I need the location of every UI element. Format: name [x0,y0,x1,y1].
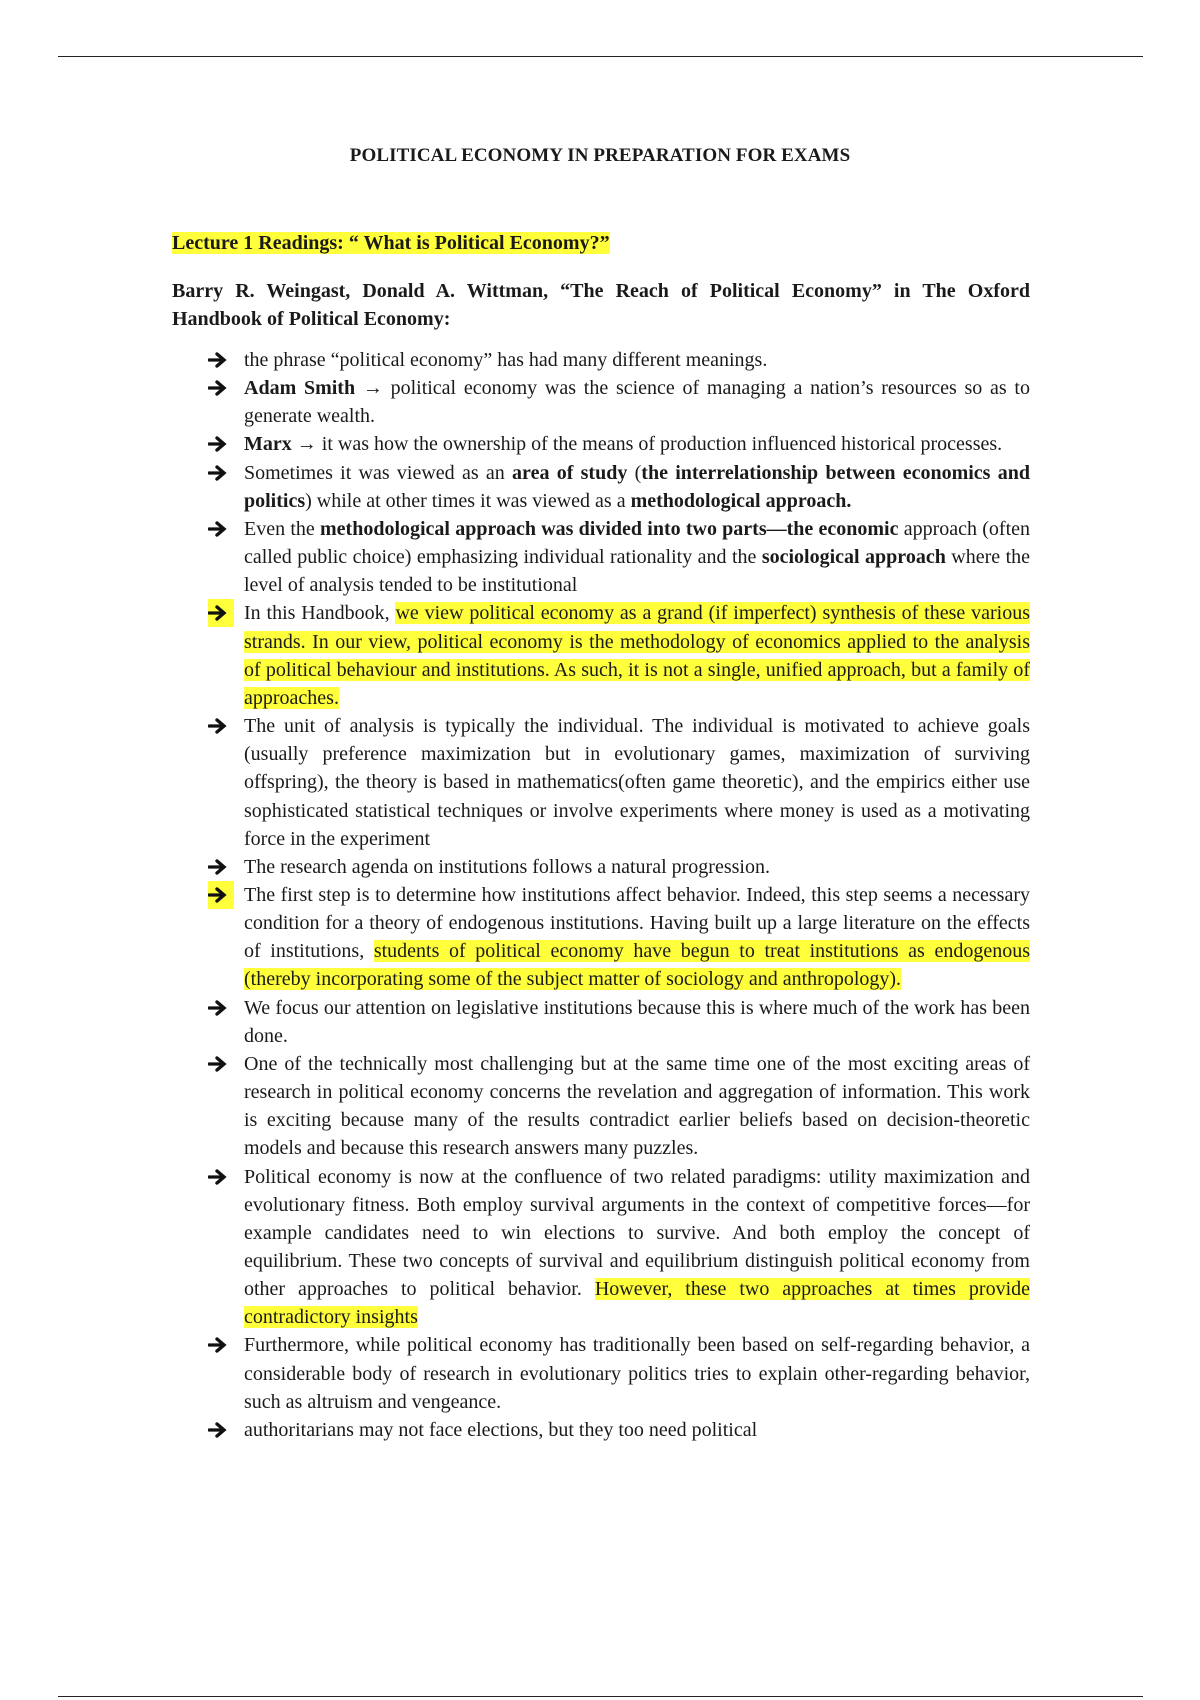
highlighted-text: we view political economy as a grand (if imperfect) synthesis of these various strands. In our view, political economy is the methodology of economics applied to the analysis of political behaviour and institutions. As such, it is not a single, unified approach, but a family of approaches. [244,602,1030,709]
notes-list [208,346,1030,1444]
list-item: Adam Smith → political economy was the science of managing a nation’s resources so as to generate wealth. [208,374,1030,430]
highlighted-text: However, these two approaches at times provide contradictory insights [244,1278,1031,1329]
list-item: One of the technically most challenging but at the same time one of the most exciting areas of research in political economy concerns the revelation and aggregation of information. This work is exciting because many of the results contradict earlier beliefs based on decision-theoretic models and because this research answers many puzzles. [208,1050,1030,1163]
bottom-rule [58,1696,1143,1697]
arrow-right-icon [208,515,234,543]
arrow-right-icon [208,881,234,909]
list-item: the phrase “political economy” has had many different meanings. [208,346,1030,374]
arrow-right-icon [208,599,234,627]
arrow-right-icon [208,1050,234,1078]
arrow-right-icon [208,459,234,487]
arrow-right-icon [208,994,234,1022]
arrow-right-icon [208,1331,234,1359]
highlighted-text: students of political economy have begun to treat institutions as endogenous (thereby incorporating some of the subject matter of sociology and anthropology). [244,940,1030,991]
arrow-right-icon [208,1163,234,1191]
lecture-heading-text: Lecture 1 Readings: “ What is Political Economy?” [172,232,610,254]
list-item: Political economy is now at the confluence of two related paradigms: utility maximization and evolutionary fitness. Both employ survival arguments in the context of competitive forces—for example candidates need to win elections to survive. And both employ the concept of equilibrium. These two concepts of survival and equilibrium distinguish political economy from other approaches to political behavior. However, these two approaches at times provide contradictory insights [208,1163,1030,1332]
list-item: The research agenda on institutions follows a natural progression. [208,853,1030,881]
list-item: Even the methodological approach was divided into two parts—the economic approach (often called public choice) emphasizing individual rationality and the sociological approach where the level of analysis tended to be institutional [208,515,1030,599]
reading-source: Barry R. Weingast, Donald A. Wittman, “The Reach of Political Economy” in The Oxford Handbook of Political Economy: [172,280,1030,330]
list-item: authoritarians may not face elections, but they too need political [208,1416,1030,1444]
list-item: The unit of analysis is typically the individual. The individual is motivated to achieve goals (usually preference maximization but in evolutionary games, maximization of surviving offspring), the theory is based in mathematics(often game theoretic), and the empirics either use sophisticated statistical techniques or involve experiments where money is used as a motivating force in the experiment [208,712,1030,853]
list-item: We focus our attention on legislative institutions because this is where much of the work has been done. [208,994,1030,1050]
arrow-right-icon [208,853,234,881]
arrow-right-icon [208,1416,234,1444]
arrow-right-icon [208,712,234,740]
arrow-right-icon [208,346,234,374]
top-rule [58,56,1143,57]
arrow-right-icon [208,374,234,402]
list-item: Marx → it was how the ownership of the means of production influenced historical processes. [208,430,1030,458]
list-item: Furthermore, while political economy has traditionally been based on self-regarding behavior, a considerable body of research in evolutionary politics tries to explain other-regarding behavior, such as altruism and vengeance. [208,1331,1030,1415]
lecture-heading [172,232,610,255]
list-item: In this Handbook, we view political economy as a grand (if imperfect) synthesis of these various strands. In our view, political economy is the methodology of economics applied to the analysis of political behaviour and institutions. As such, it is not a single, unified approach, but a family of approaches. [208,599,1030,712]
document-title: POLITICAL ECONOMY IN PREPARATION FOR EXAMS [349,145,851,166]
list-item: The first step is to determine how institutions affect behavior. Indeed, this step seems a necessary condition for a theory of endogenous institutions. Having built up a large literature on the effects of institutions, students of political economy have begun to treat institutions as endogenous (thereby incorporating some of the subject matter of sociology and anthropology). [208,881,1030,994]
list-item: Sometimes it was viewed as an area of study (the interrelationship between economics and politics) while at other times it was viewed as a methodological approach. [208,459,1030,515]
arrow-right-icon [208,430,234,458]
